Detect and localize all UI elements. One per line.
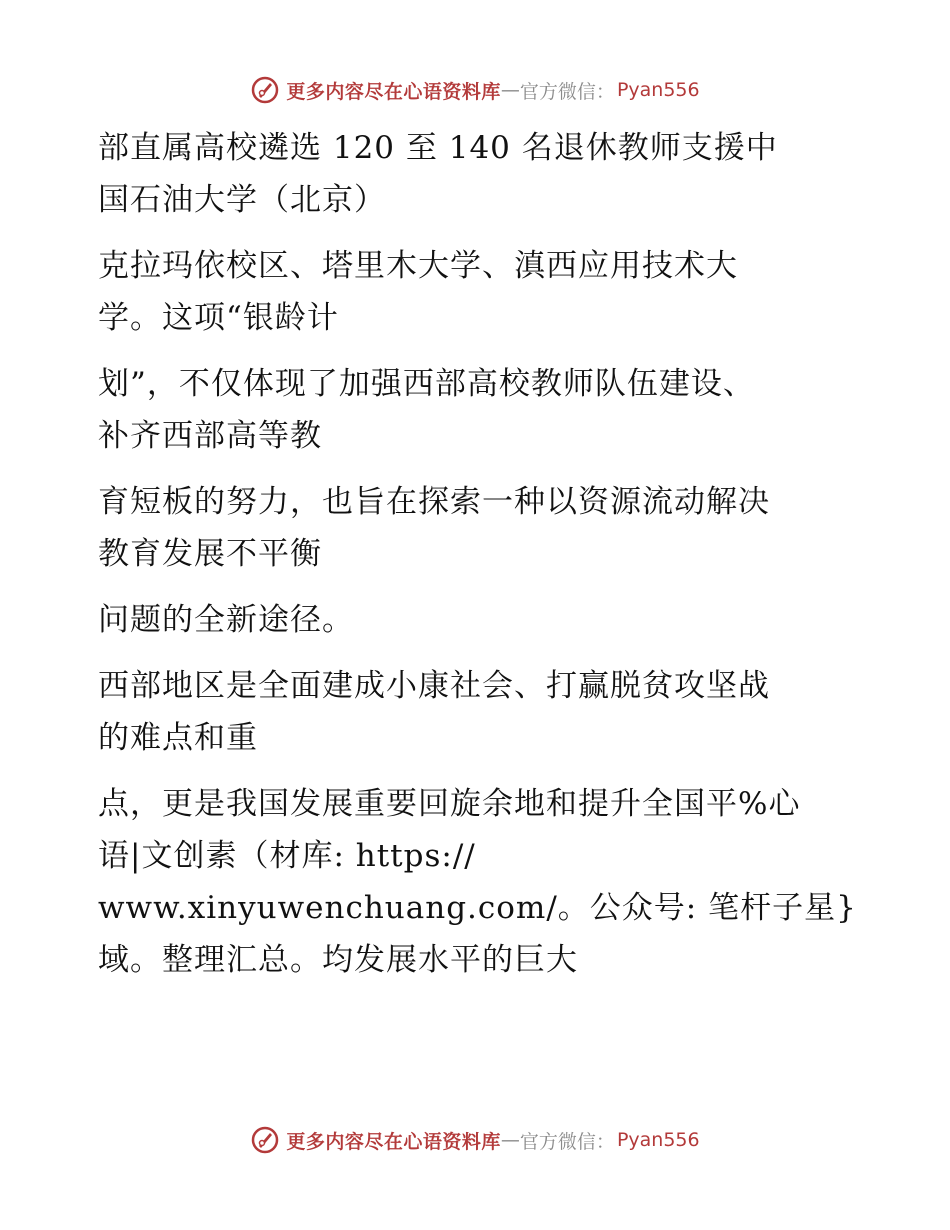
banner-official-label: 官方微信： <box>519 80 615 103</box>
paragraph-2 <box>98 240 858 344</box>
header-banner <box>0 70 950 110</box>
text-line: 教育发展不平衡 <box>98 536 322 572</box>
text-line: 域。整理汇总。均发展水平的巨大 <box>98 942 578 978</box>
text-line: 育短板的努力，也旨在探索一种以资源流动解决 <box>98 484 770 520</box>
text-line: 西部地区是全面建成小康社会、打赢脱贫攻坚战 <box>98 668 770 704</box>
text-line: 的难点和重 <box>98 720 258 756</box>
banner-official-label: 官方微信： <box>519 1130 615 1153</box>
text-line: 问题的全新途径。 <box>98 602 354 638</box>
text-line: 学。这项“银龄计 <box>98 300 339 336</box>
paragraph-4 <box>98 476 858 580</box>
text-line: 补齐西部高等教 <box>98 418 322 454</box>
text-line: 语|文创素（材库: https:// <box>98 838 476 874</box>
banner-brand: 更多内容尽在心语资料库 <box>286 80 501 103</box>
paragraph-7 <box>98 778 858 986</box>
banner-brand: 更多内容尽在心语资料库 <box>286 1130 501 1153</box>
text-line: 划”，不仅体现了加强西部高校教师队伍建设、 <box>98 366 755 402</box>
quill-logo-icon <box>250 1125 280 1155</box>
text-line: 点，更是我国发展重要回旋余地和提升全国平%心 <box>98 786 801 822</box>
banner-separator: — <box>500 1129 520 1151</box>
document-body <box>98 122 858 1000</box>
banner-separator: — <box>500 79 520 101</box>
paragraph-1 <box>98 122 858 226</box>
quill-logo-icon <box>250 75 280 105</box>
text-line: 克拉玛依校区、塔里木大学、滇西应用技术大 <box>98 248 738 284</box>
text-line: 部直属高校遴选 120 至 140 名退休教师支援中 <box>98 130 778 166</box>
footer-banner <box>0 1120 950 1160</box>
paragraph-3 <box>98 358 858 462</box>
banner-wechat-id: Pyan556 <box>616 79 700 101</box>
paragraph-5 <box>98 594 858 646</box>
text-line: 国石油大学（北京） <box>98 182 386 218</box>
paragraph-6 <box>98 660 858 764</box>
banner-wechat-id: Pyan556 <box>616 1129 700 1151</box>
text-line: www.xinyuwenchuang.com/。公众号: 笔杆子星} <box>98 890 857 926</box>
